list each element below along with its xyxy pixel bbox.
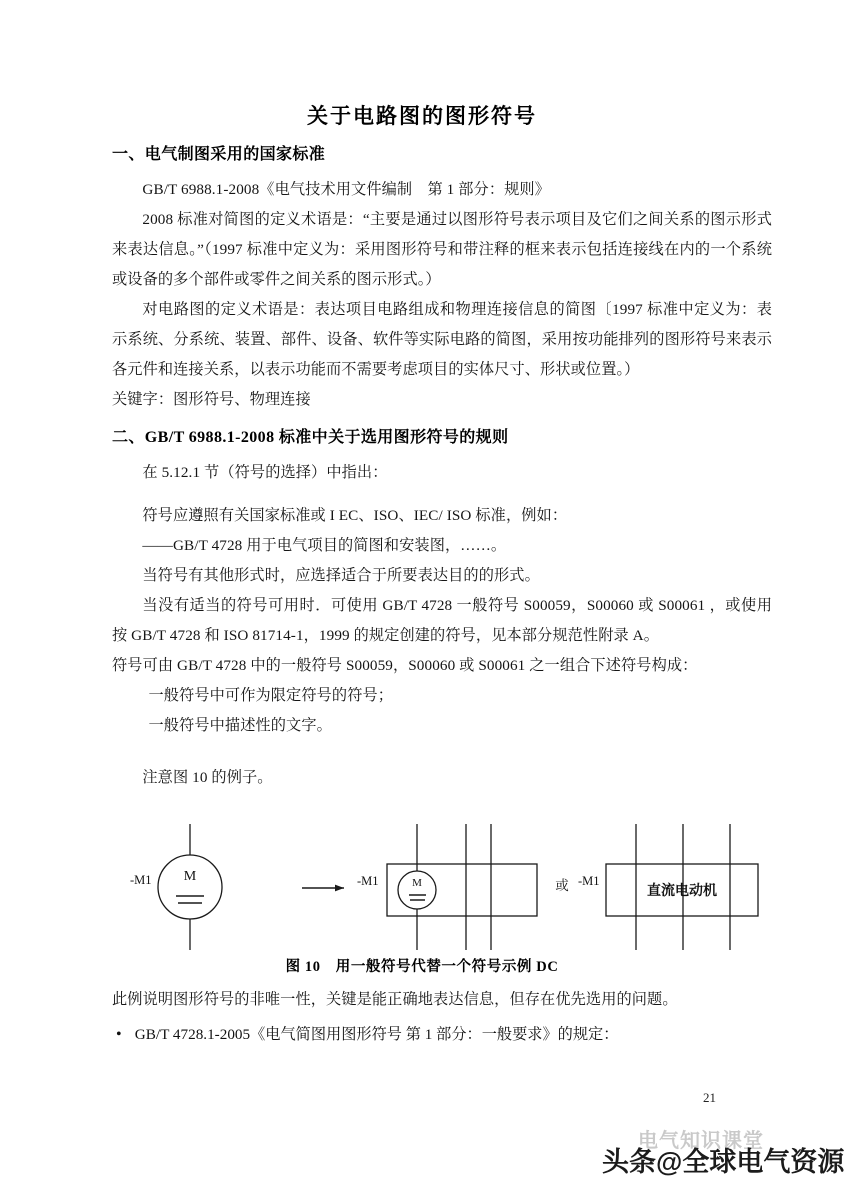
connector-word: 或 [555,878,569,894]
symbol-letter-item1: M [183,869,197,884]
designation-item3: -M1 [578,874,600,888]
section-1-paragraph-1: GB/T 6988.1-2008《电气技术用文件编制 第 1 部分：规则》 [142,181,550,198]
symbol-letter-item2: M [412,877,422,889]
bullet-item-text: GB/T 4728.1-2005《电气简图用图形符号 第 1 部分：一般要求》的规定： [134,1026,619,1043]
after-figure-text [112,985,784,1050]
watermark [600,1124,844,1180]
section-2-paragraph-5: 符号可由 GB/T 4728 中的一般符号 S00059，S00060 或 S00061 之一组合下述符号构成： [112,657,698,674]
spacer [112,488,772,501]
section-2-paragraph-1: 符号应遵照有关国家标准或 I EC、ISO、IEC/ ISO 标准，例如： [142,507,568,524]
bullet-list-item [112,1020,784,1050]
figure-lead-in: 注意图 10 的例子。 [142,769,273,786]
motor-circle-icon [158,855,222,919]
section-1-paragraph-3: 对电路图的定义术语是：表达项目电路组成和物理连接信息的简图〔1997 标准中定义为：表示系统、分系统、装置、部件、设备、软件等实际电路的简图，采用按功能排列的图形符号来表示各元件和连接关系，以表示功能而不需要考虑项目的实体尺寸、形状或位置。） [112,301,772,378]
bullet-dot-icon: • [116,1025,122,1043]
section-heading-1: 一、电气制图采用的国家标准 [112,146,326,163]
transform-arrow-head [335,885,344,892]
watermark-ghost-text: 电气知识课堂 [638,1128,764,1152]
watermark-at-sign: @ [656,1147,683,1177]
section-1-paragraph-2: 2008 标准对简图的定义术语是：“主要是通过以图形符号表示项目及它们之间关系的图示形式来表达信息。”（1997 标准中定义为：采用图形符号和带注释的框来表示包括连接线在内的一个系统或设备的多个部件或零件之间关系的图示形式。） [112,211,772,288]
page-number: 21 [703,1090,716,1105]
spacer [112,741,772,763]
section-2-paragraph-3: 当符号有其他形式时，应选择适合于所要表达目的的形式。 [142,567,540,584]
watermark-main-text [602,1140,844,1179]
section-2-subitem-1: 一般符号中可作为限定符号的符号； [148,687,394,704]
document-body [112,144,772,793]
designation-item1: -M1 [130,873,152,887]
figure-svg [112,822,772,952]
figure-10-diagram [112,822,772,952]
designation-item2: -M1 [357,874,379,888]
section-2-subitem-2: 一般符号中描述性的文字。 [148,717,332,734]
page-title: 关于电路图的图形符号 [307,104,537,128]
watermark-account: 全球电气资源 [682,1147,844,1178]
figure-note: 此例说明图形符号的非唯一性，关键是能正确地表达信息，但存在优先选用的问题。 [112,991,678,1008]
figure-caption: 图 10 用一般符号代替一个符号示例 DC [285,959,559,975]
block-label-item3: 直流电动机 [647,883,717,899]
section-heading-2: 二、GB/T 6988.1-2008 标准中关于选用图形符号的规则 [112,429,509,446]
section-2-intro: 在 5.12.1 节（符号的选择）中指出： [142,464,388,481]
section-1-keywords: 关键字：图形符号、物理连接 [112,391,311,408]
section-2-paragraph-4: 当没有适当的符号可用时．可使用 GB/T 4728 一般符号 S00059，S00060 或 S00061 ，或使用按 GB/T 4728 和 ISO 81714-1，1999 的规定创建的符号，见本部分规范性附录 A。 [112,597,772,644]
section-2-paragraph-2: ——GB/T 4728 用于电气项目的简图和安装图，……。 [142,537,507,554]
watermark-prefix: 头条 [602,1147,656,1178]
